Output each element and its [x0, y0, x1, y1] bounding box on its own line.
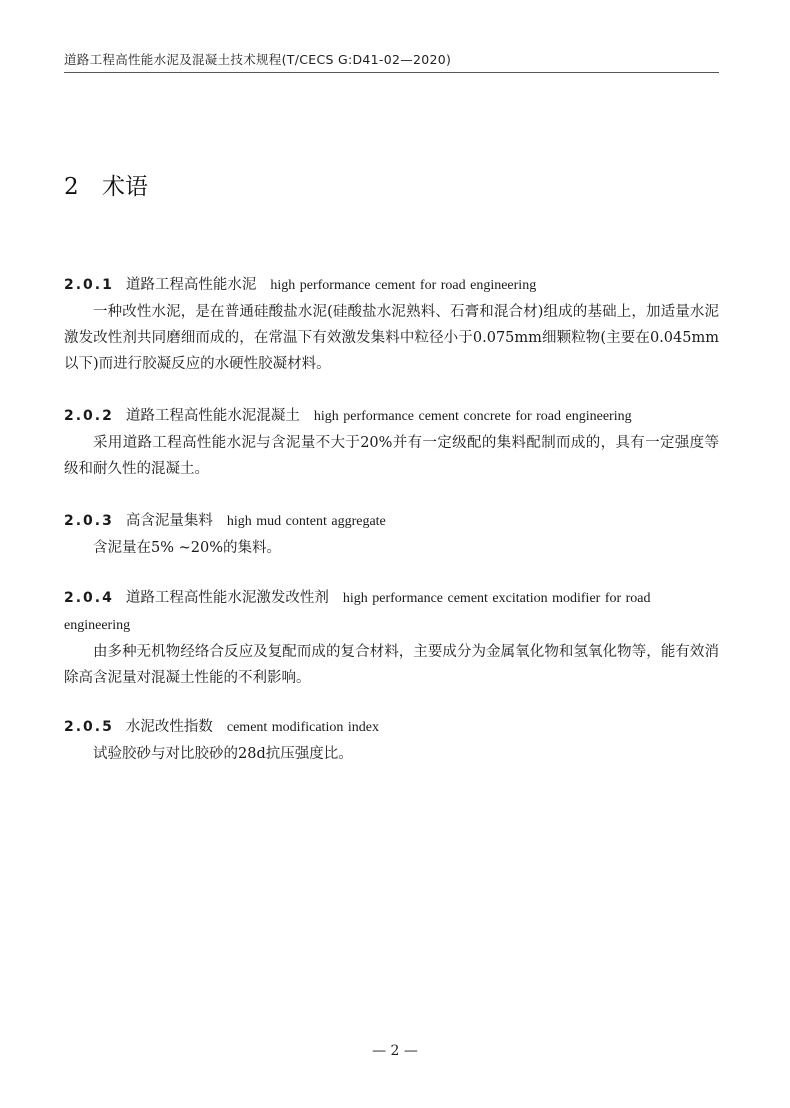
term-heading	[64, 714, 719, 741]
term-heading	[64, 585, 719, 639]
term-heading	[64, 272, 719, 299]
term-english-name: high mud content aggregate	[226, 514, 386, 529]
term-definition: 试验胶砂与对比胶砂的28d抗压强度比。	[93, 746, 353, 762]
term-number: 2.0.2	[64, 408, 114, 424]
term-section	[64, 714, 719, 767]
term-heading	[64, 403, 719, 430]
term-number: 2.0.5	[64, 719, 114, 735]
term-english-name: high performance cement for road engineering	[270, 278, 537, 293]
term-heading	[64, 508, 719, 535]
term-english-name: high performance cement excitation modifier for road engineering	[64, 591, 651, 633]
term-chinese-name: 水泥改性指数	[125, 719, 213, 735]
term-definition: 采用道路工程高性能水泥与含泥量不大于20%并有一定级配的集料配制而成的，具有一定强度等级和耐久性的混凝土。	[64, 435, 719, 477]
chapter-name: 术语	[102, 174, 148, 200]
term-definition: 含泥量在5% ~20%的集料。	[93, 540, 281, 556]
term-english-name: cement modification index	[226, 720, 379, 735]
term-number: 2.0.1	[64, 277, 114, 293]
page-number: — 2 —	[372, 1043, 418, 1059]
chapter-title	[64, 168, 148, 201]
term-chinese-name: 道路工程高性能水泥	[125, 277, 257, 293]
header-divider	[64, 72, 719, 73]
term-section	[64, 403, 719, 482]
term-chinese-name: 道路工程高性能水泥混凝土	[125, 408, 300, 424]
chapter-number: 2	[64, 174, 79, 200]
term-chinese-name: 道路工程高性能水泥激发改性剂	[125, 590, 329, 606]
term-section	[64, 508, 719, 561]
term-definition: 一种改性水泥，是在普通硅酸盐水泥(硅酸盐水泥熟料、石膏和混合材)组成的基础上，加适量水泥激发改性剂共同磨细而成的，在常温下有效激发集料中粒径小于0.075mm细颗粒物(主要在0.045mm以下)而进行胶凝反应的水硬性胶凝材料。	[64, 304, 719, 372]
term-section	[64, 272, 719, 377]
term-number: 2.0.4	[64, 590, 114, 606]
term-number: 2.0.3	[64, 513, 114, 529]
term-english-name: high performance cement concrete for road engineering	[313, 409, 632, 424]
term-definition: 由多种无机物经络合反应及复配而成的复合材料，主要成分为金属氧化物和氢氧化物等，能有效消除高含泥量对混凝土性能的不利影响。	[64, 644, 719, 686]
running-header: 道路工程高性能水泥及混凝土技术规程(T/CECS G:D41-02—2020)	[64, 52, 452, 67]
term-section	[64, 585, 719, 691]
term-chinese-name: 高含泥量集料	[125, 513, 213, 529]
